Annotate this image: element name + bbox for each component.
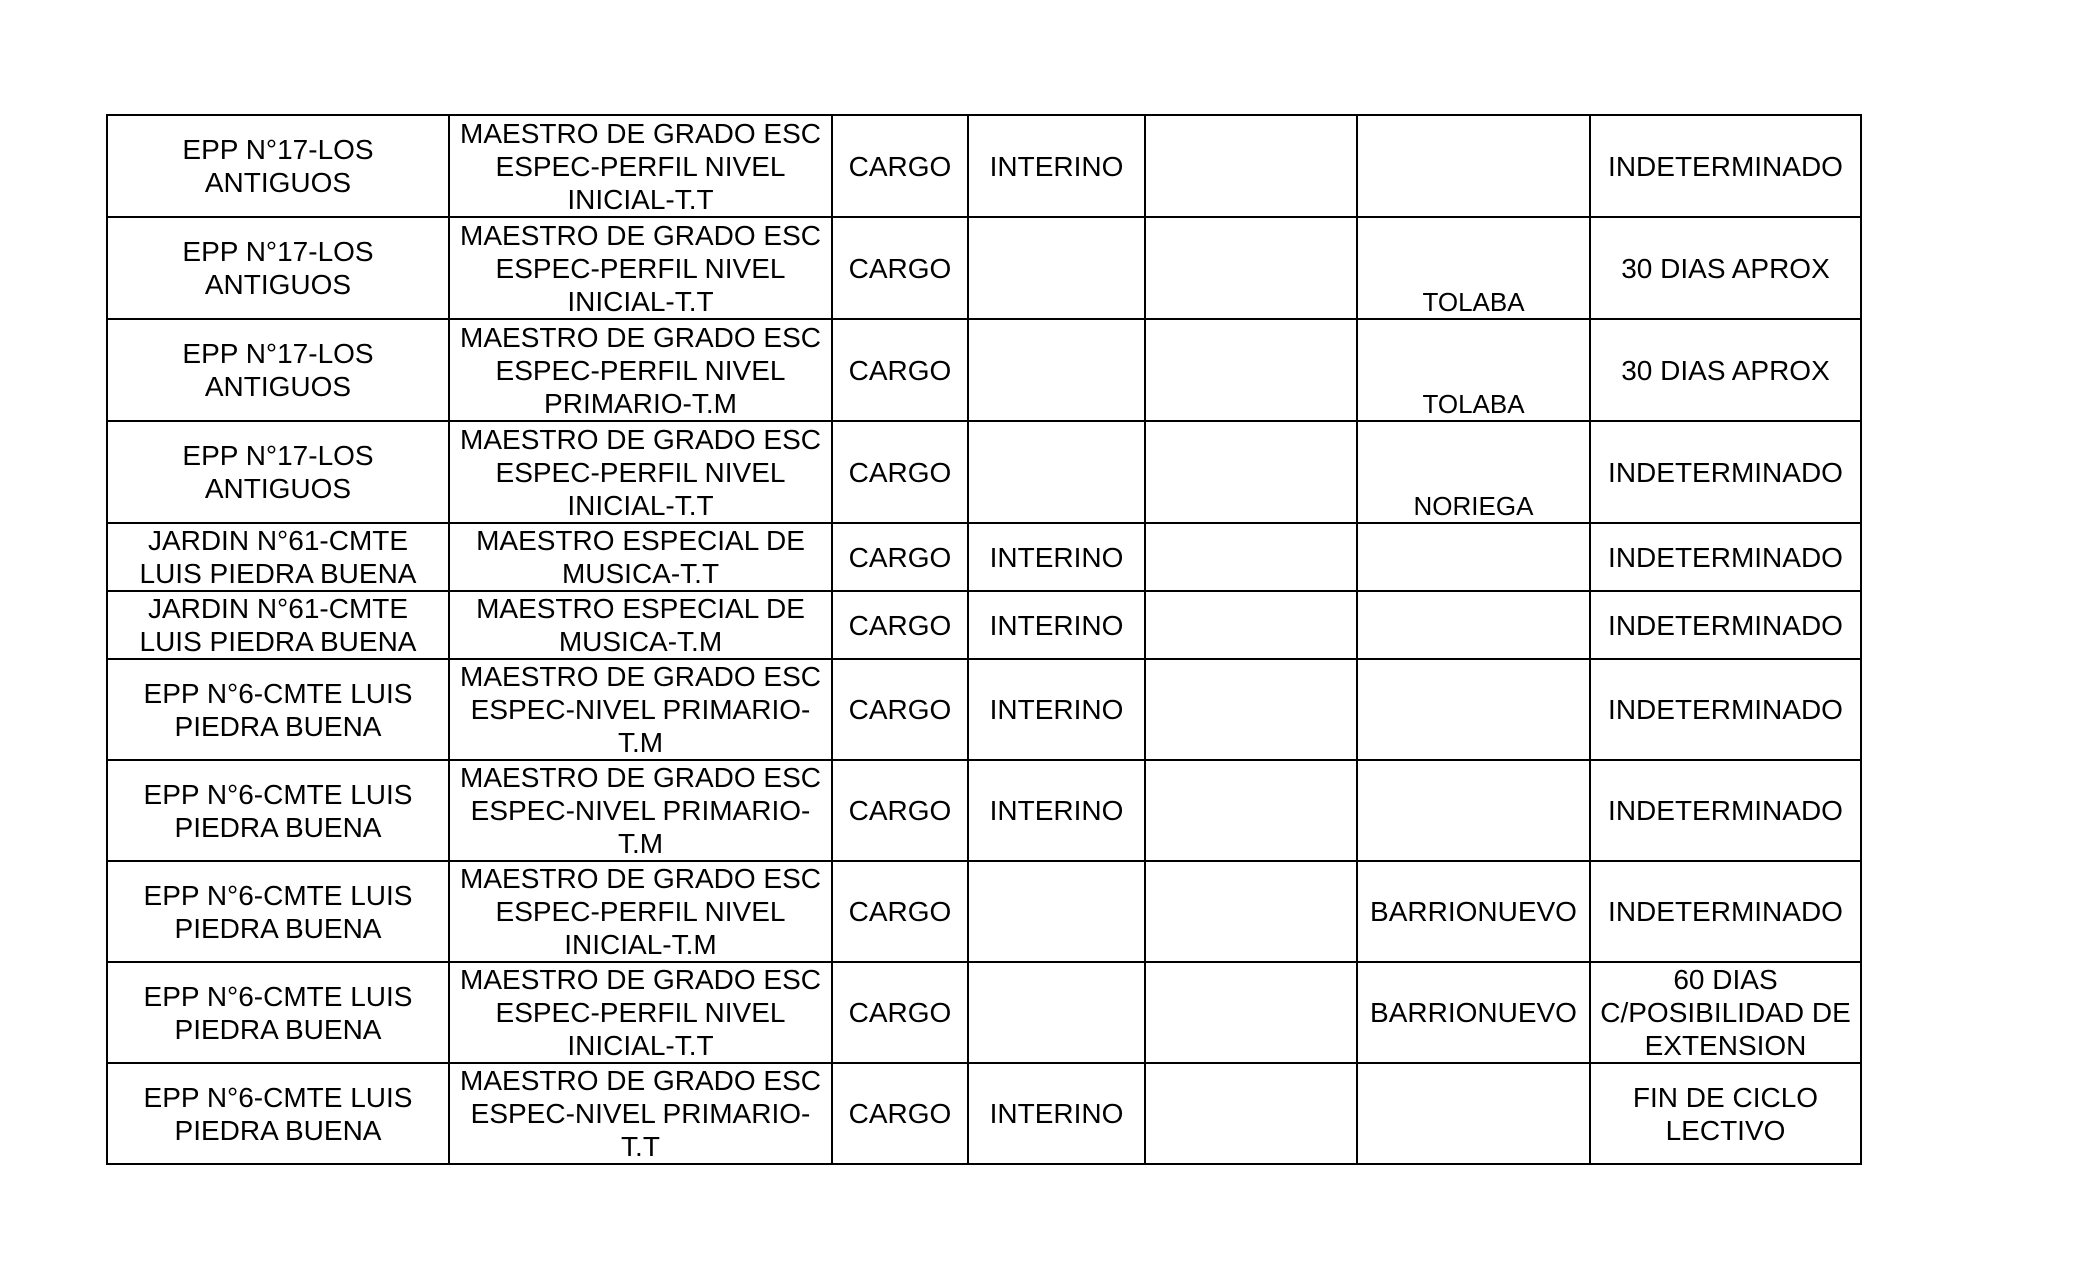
- table-row: [107, 217, 1861, 319]
- type-cell: CARGO: [832, 962, 968, 1063]
- assignments-table: [106, 114, 1862, 1165]
- type-cell: CARGO: [832, 115, 968, 217]
- position-cell: MAESTRO DE GRADO ESC ESPEC-PERFIL NIVEL INICIAL-T.T: [449, 115, 832, 217]
- school-cell: EPP N°6-CMTE LUIS PIEDRA BUENA: [107, 760, 449, 861]
- type-cell: CARGO: [832, 760, 968, 861]
- position-cell: MAESTRO DE GRADO ESC ESPEC-PERFIL NIVEL PRIMARIO-T.M: [449, 319, 832, 421]
- status-cell: [968, 319, 1145, 421]
- type-cell: CARGO: [832, 319, 968, 421]
- empty-cell: [1145, 962, 1357, 1063]
- type-cell: CARGO: [832, 217, 968, 319]
- empty-cell: [1145, 760, 1357, 861]
- table-row: [107, 421, 1861, 523]
- name-cell: BARRIONUEVO: [1357, 962, 1590, 1063]
- position-cell: MAESTRO DE GRADO ESC ESPEC-PERFIL NIVEL INICIAL-T.T: [449, 962, 832, 1063]
- table-row: [107, 760, 1861, 861]
- name-cell: [1357, 591, 1590, 659]
- table-row: [107, 861, 1861, 962]
- school-cell: EPP N°17-LOS ANTIGUOS: [107, 319, 449, 421]
- position-cell: MAESTRO ESPECIAL DE MUSICA-T.M: [449, 591, 832, 659]
- school-cell: EPP N°6-CMTE LUIS PIEDRA BUENA: [107, 1063, 449, 1164]
- name-cell: [1357, 659, 1590, 760]
- status-cell: INTERINO: [968, 591, 1145, 659]
- name-cell: [1357, 115, 1590, 217]
- status-cell: INTERINO: [968, 115, 1145, 217]
- type-cell: CARGO: [832, 1063, 968, 1164]
- school-cell: JARDIN N°61-CMTE LUIS PIEDRA BUENA: [107, 523, 449, 591]
- duration-cell: 60 DIAS C/POSIBILIDAD DE EXTENSION: [1590, 962, 1861, 1063]
- position-cell: MAESTRO DE GRADO ESC ESPEC-NIVEL PRIMARIO-T.T: [449, 1063, 832, 1164]
- empty-cell: [1145, 861, 1357, 962]
- duration-cell: 30 DIAS APROX: [1590, 319, 1861, 421]
- empty-cell: [1145, 217, 1357, 319]
- duration-cell: INDETERMINADO: [1590, 659, 1861, 760]
- position-cell: MAESTRO DE GRADO ESC ESPEC-PERFIL NIVEL INICIAL-T.T: [449, 217, 832, 319]
- duration-cell: INDETERMINADO: [1590, 523, 1861, 591]
- duration-cell: 30 DIAS APROX: [1590, 217, 1861, 319]
- duration-cell: INDETERMINADO: [1590, 591, 1861, 659]
- duration-cell: INDETERMINADO: [1590, 421, 1861, 523]
- name-cell: TOLABA: [1357, 319, 1590, 421]
- school-cell: EPP N°17-LOS ANTIGUOS: [107, 217, 449, 319]
- table-row: [107, 1063, 1861, 1164]
- empty-cell: [1145, 1063, 1357, 1164]
- empty-cell: [1145, 591, 1357, 659]
- type-cell: CARGO: [832, 421, 968, 523]
- school-cell: EPP N°17-LOS ANTIGUOS: [107, 421, 449, 523]
- status-cell: INTERINO: [968, 523, 1145, 591]
- position-cell: MAESTRO DE GRADO ESC ESPEC-NIVEL PRIMARIO-T.M: [449, 760, 832, 861]
- school-cell: EPP N°6-CMTE LUIS PIEDRA BUENA: [107, 659, 449, 760]
- status-cell: [968, 962, 1145, 1063]
- table-row: [107, 523, 1861, 591]
- position-cell: MAESTRO DE GRADO ESC ESPEC-PERFIL NIVEL INICIAL-T.T: [449, 421, 832, 523]
- table-row: [107, 659, 1861, 760]
- duration-cell: FIN DE CICLO LECTIVO: [1590, 1063, 1861, 1164]
- type-cell: CARGO: [832, 659, 968, 760]
- empty-cell: [1145, 659, 1357, 760]
- status-cell: [968, 217, 1145, 319]
- type-cell: CARGO: [832, 861, 968, 962]
- school-cell: EPP N°6-CMTE LUIS PIEDRA BUENA: [107, 861, 449, 962]
- empty-cell: [1145, 421, 1357, 523]
- name-cell: NORIEGA: [1357, 421, 1590, 523]
- status-cell: INTERINO: [968, 1063, 1145, 1164]
- name-cell: BARRIONUEVO: [1357, 861, 1590, 962]
- status-cell: INTERINO: [968, 760, 1145, 861]
- duration-cell: INDETERMINADO: [1590, 115, 1861, 217]
- position-cell: MAESTRO DE GRADO ESC ESPEC-PERFIL NIVEL INICIAL-T.M: [449, 861, 832, 962]
- name-cell: [1357, 760, 1590, 861]
- type-cell: CARGO: [832, 591, 968, 659]
- position-cell: MAESTRO ESPECIAL DE MUSICA-T.T: [449, 523, 832, 591]
- empty-cell: [1145, 319, 1357, 421]
- school-cell: EPP N°6-CMTE LUIS PIEDRA BUENA: [107, 962, 449, 1063]
- name-cell: [1357, 523, 1590, 591]
- position-cell: MAESTRO DE GRADO ESC ESPEC-NIVEL PRIMARIO-T.M: [449, 659, 832, 760]
- status-cell: [968, 861, 1145, 962]
- table-row: [107, 591, 1861, 659]
- table-row: [107, 319, 1861, 421]
- table-row: [107, 962, 1861, 1063]
- school-cell: JARDIN N°61-CMTE LUIS PIEDRA BUENA: [107, 591, 449, 659]
- empty-cell: [1145, 523, 1357, 591]
- school-cell: EPP N°17-LOS ANTIGUOS: [107, 115, 449, 217]
- duration-cell: INDETERMINADO: [1590, 861, 1861, 962]
- type-cell: CARGO: [832, 523, 968, 591]
- table-row: [107, 115, 1861, 217]
- duration-cell: INDETERMINADO: [1590, 760, 1861, 861]
- name-cell: TOLABA: [1357, 217, 1590, 319]
- status-cell: [968, 421, 1145, 523]
- status-cell: INTERINO: [968, 659, 1145, 760]
- name-cell: [1357, 1063, 1590, 1164]
- empty-cell: [1145, 115, 1357, 217]
